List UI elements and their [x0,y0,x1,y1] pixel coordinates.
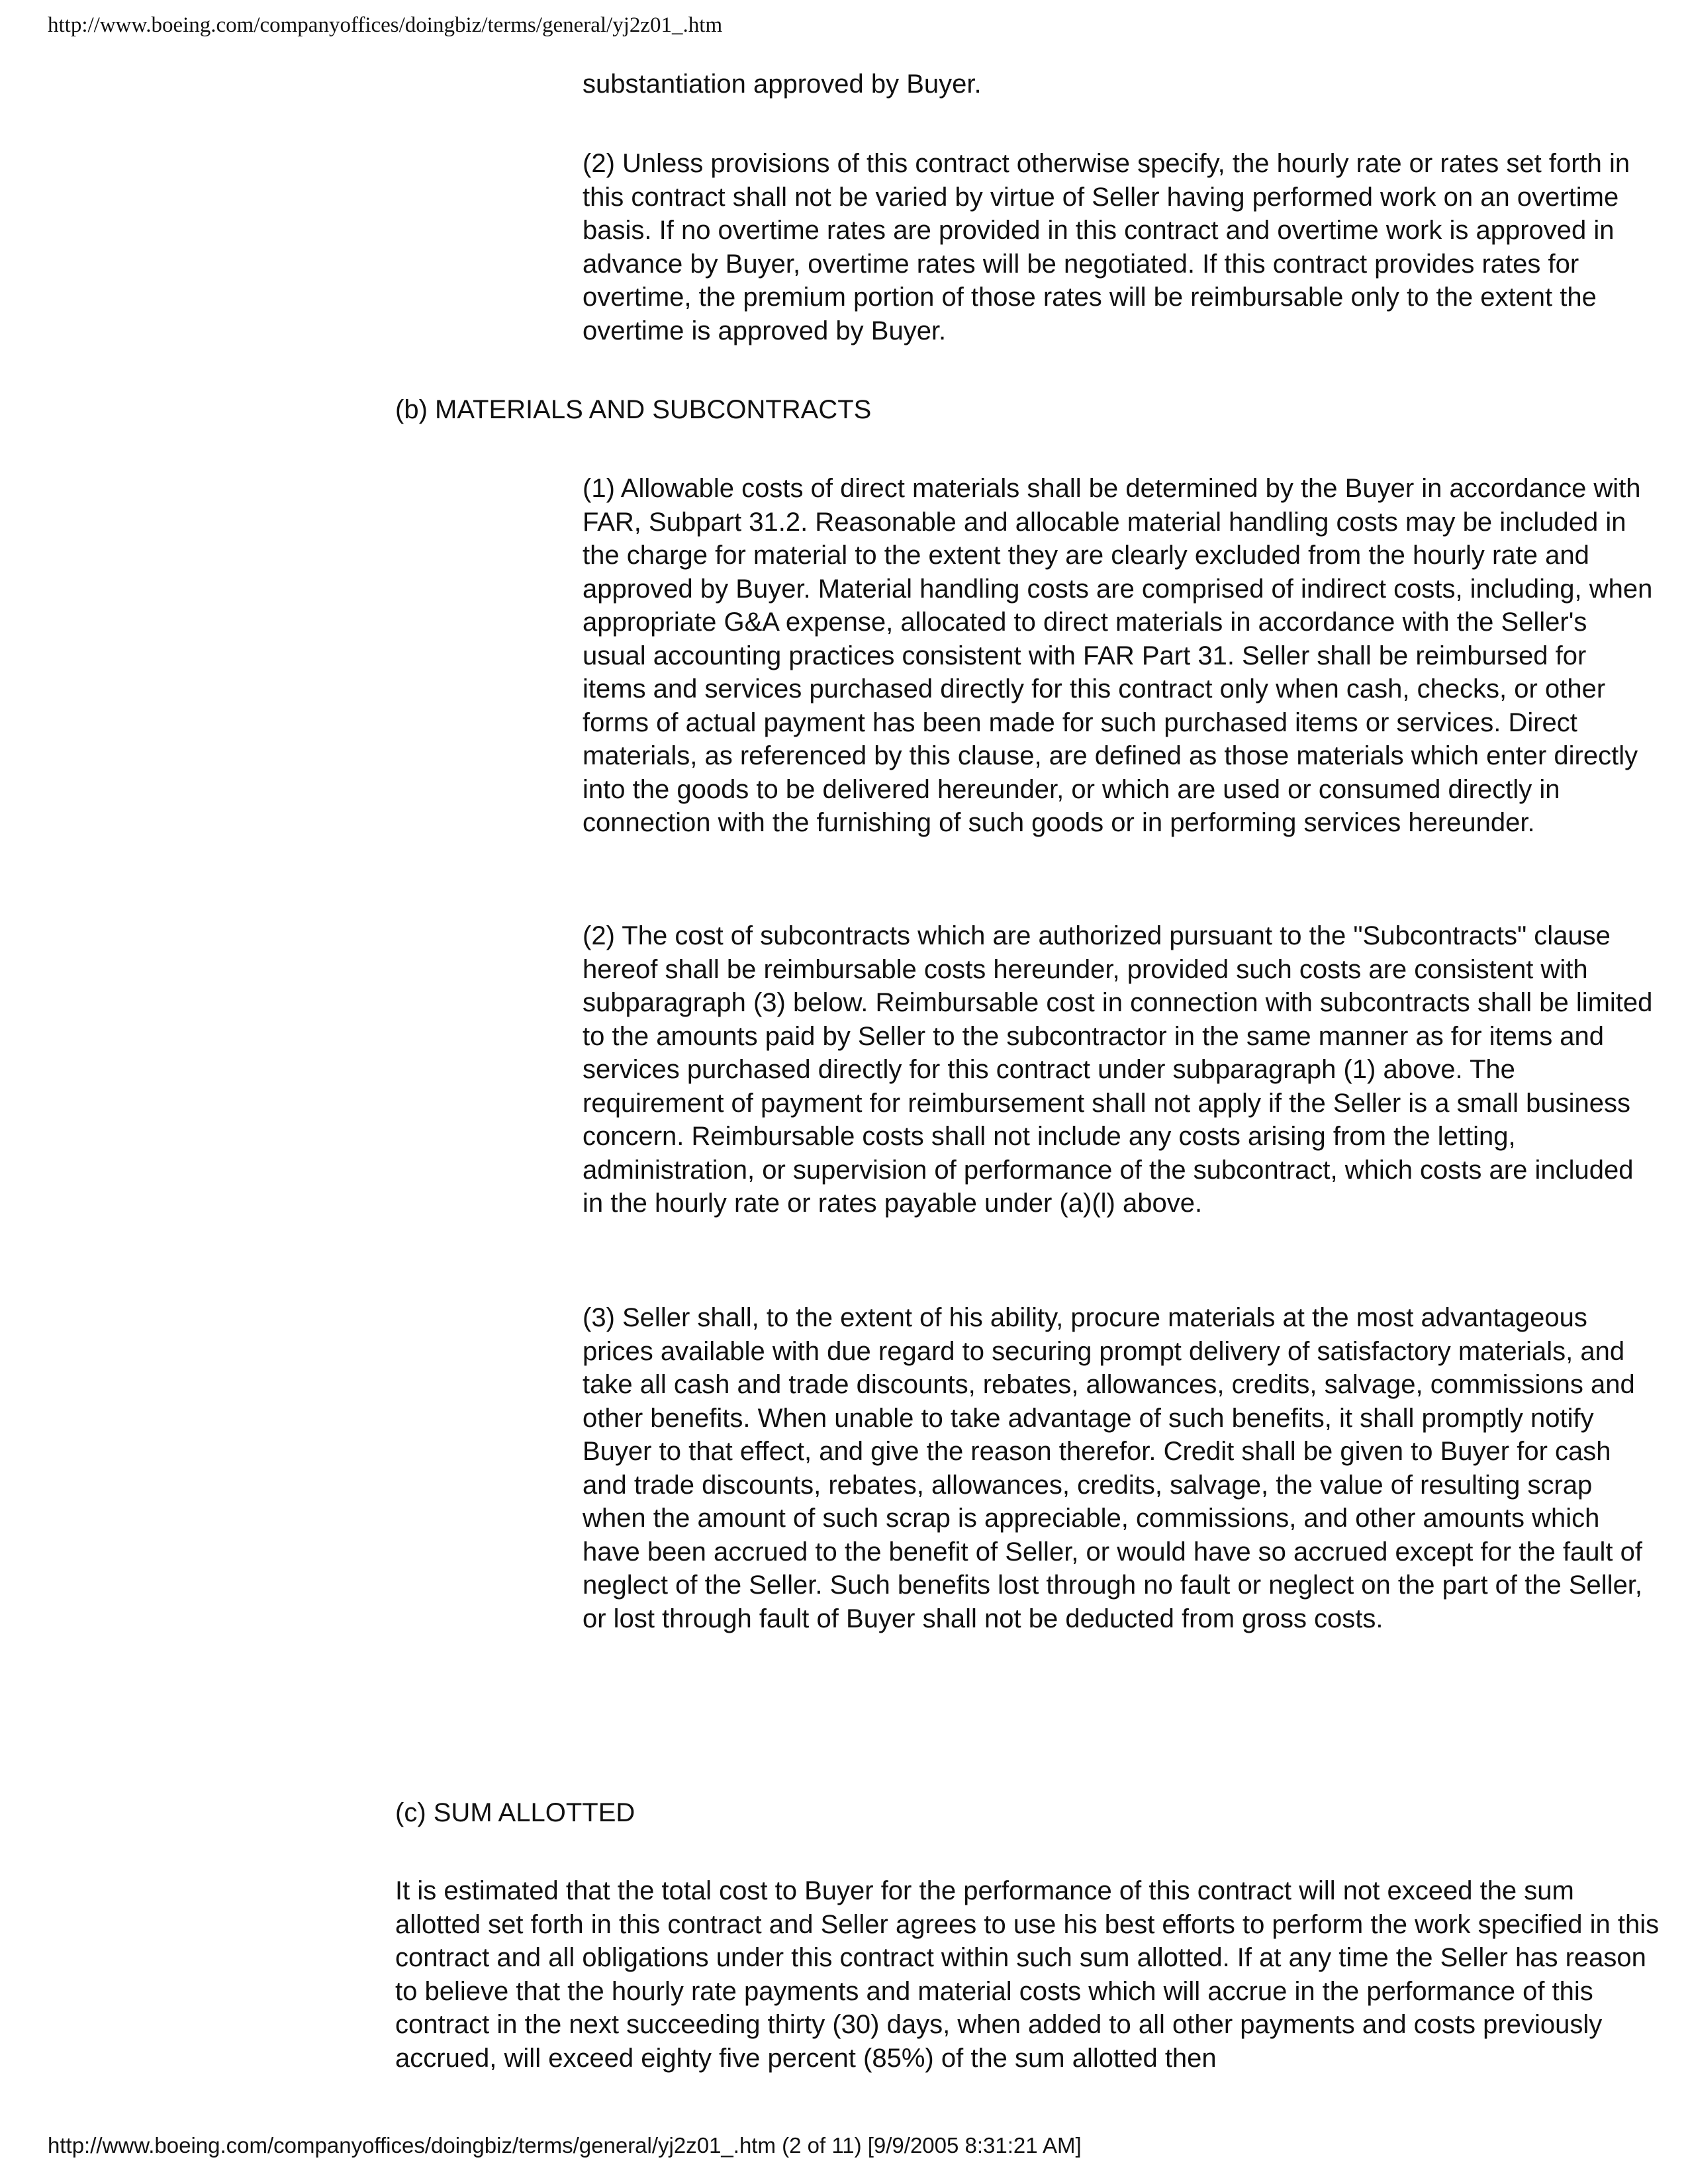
section-b-heading: (b) MATERIALS AND SUBCONTRACTS [395,395,872,424]
footer-url: http://www.boeing.com/companyoffices/doingbiz/terms/general/yj2z01_.htm (2 of 11) [9/9/2005 8:31:21 AM] [48,2133,1082,2158]
header-url: http://www.boeing.com/companyoffices/doingbiz/terms/general/yj2z01_.htm [48,13,723,37]
paragraph-c: It is estimated that the total cost to Buyer for the performance of this contract will not exceed the sum allotted set forth in this contract and Seller agrees to use his best efforts to perform the work specified in this contract and all obligations under this contract within such sum allotted. If at any time the Seller has reason to believe that the hourly rate payments and material costs which will accrue in the performance of this contract in the next succeeding thirty (30) days, when added to all other payments and costs previously accrued, will exceed eighty five percent (85%) of the sum allotted then [395,1876,1660,2073]
paragraph-b1: (1) Allowable costs of direct materials shall be determined by the Buyer in accordance with FAR, Subpart 31.2. Reasonable and allocable material handling costs may be included in the charge for material to the extent they are clearly excluded from the hourly rate and approved by Buyer. Material handling costs are comprised of indirect costs, including, when appropriate G&A expense, allocated to direct materials in accordance with the Seller's usual accounting practices consistent with FAR Part 31. Seller shall be reimbursed for items and services purchased directly for this contract only when cash, checks, or other forms of actual payment has been made for such purchased items or services. Direct materials, as referenced by this clause, are defined as those materials which enter directly into the goods to be delivered hereunder, or which are used or consumed directly in connection with the furnishing of such goods or in performing services hereunder. [583,474,1653,837]
paragraph-b2: (2) The cost of subcontracts which are authorized pursuant to the "Subcontracts" clause hereof shall be reimbursable costs hereunder, provided such costs are consistent with subparagraph (3) below. Reimbursable cost in connection with subcontracts shall be limited to the amounts paid by Seller to the subcontractor in the same manner as for items and services purchased directly for this contract under subparagraph (1) above. The requirement of payment for reimbursement shall not apply if the Seller is a small business concern. Reimbursable costs shall not include any costs arising from the letting, administration, or supervision of performance of the subcontract, which costs are included in the hourly rate or rates payable under (a)(l) above. [583,921,1653,1218]
top-continuation: substantiation approved by Buyer. [583,69,982,99]
paragraph-a2: (2) Unless provisions of this contract otherwise specify, the hourly rate or rates set forth in this contract shall not be varied by virtue of Seller having performed work on an overtime basis. If no overtime rates are provided in this contract and overtime work is approved in advance by Buyer, overtime rates will be negotiated. If this contract provides rates for overtime, the premium portion of those rates will be reimbursable only to the extent the overtime is approved by Buyer. [583,149,1630,345]
paragraph-b3: (3) Seller shall, to the extent of his ability, procure materials at the most advantageous prices available with due regard to securing prompt delivery of satisfactory materials, and take all cash and trade discounts, rebates, allowances, credits, salvage, commissions and other benefits. When unable to take advantage of such benefits, it shall promptly notify Buyer to that effect, and give the reason therefor. Credit shall be given to Buyer for cash and trade discounts, rebates, allowances, credits, salvage, the value of resulting scrap when the amount of such scrap is appreciable, commissions, and other amounts which have been accrued to the benefit of Seller, or would have so accrued except for the fault of neglect of the Seller. Such benefits lost through no fault or neglect on the part of the Seller, or lost through fault of Buyer shall not be deducted from gross costs. [583,1303,1643,1633]
section-c-heading: (c) SUM ALLOTTED [395,1798,635,1827]
